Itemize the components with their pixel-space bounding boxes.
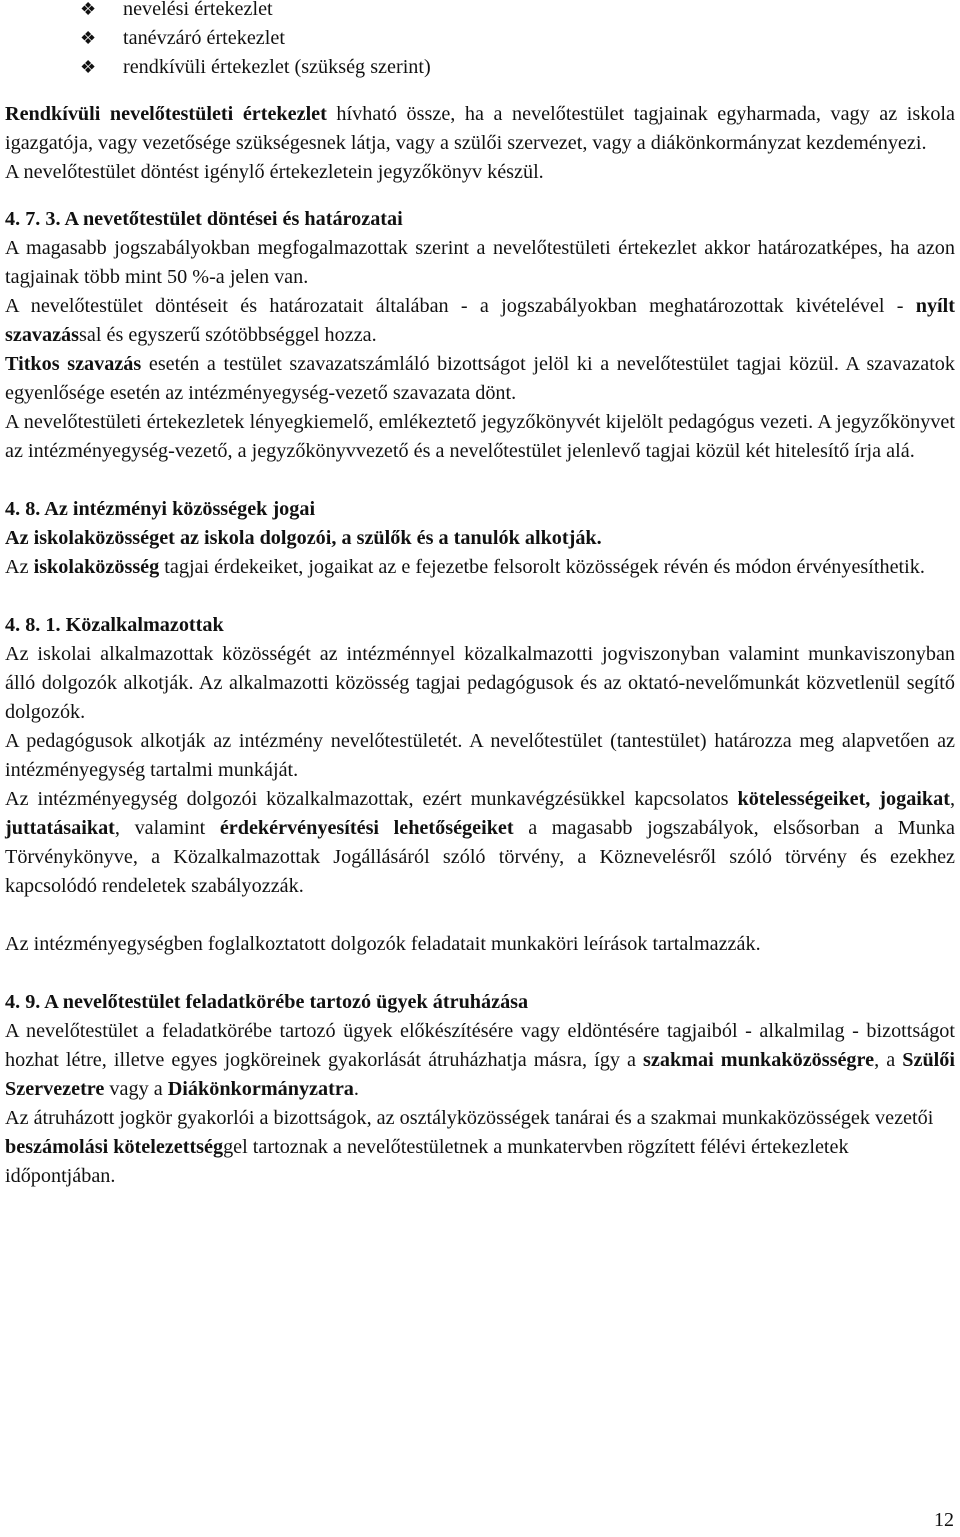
list-item-text: tanévzáró értekezlet	[123, 27, 285, 49]
paragraph-quorum: A magasabb jogszabályokban megfogalmazottak szerint a nevelőtestületi értekezlet akkor határozatképes, ha azon tagjainak több mint 50 %-a jelen van.	[5, 237, 955, 288]
list-item	[5, 0, 955, 24]
list-item-text: rendkívüli értekezlet (szükség szerint)	[123, 56, 431, 78]
bold-term: Rendkívüli nevelőtestületi értekezlet	[5, 103, 327, 125]
section-heading-4-8-1: 4. 8. 1. Közalkalmazottak	[5, 614, 224, 636]
list-item	[5, 53, 955, 82]
paragraph-minutes: A nevelőtestület döntést igénylő értekezletein jegyzőkönyv készül.	[5, 161, 544, 183]
paragraph-job-descriptions: Az intézményegységben foglalkoztatott dolgozók feladatait munkaköri leírások tartalmazzák.	[5, 933, 761, 955]
bold-term: iskolaközösség	[33, 556, 160, 578]
bold-term: Titkos szavazás	[5, 353, 142, 375]
paragraph-text: hívható össze, ha a nevelőtestület tagjainak egyharmada, vagy az iskola igazgatója, vagy vezetősége szükségesnek látja, vagy a szülői szervezet, vagy a diákönkormányzat kezdeményezi.	[5, 103, 956, 154]
bold-term: juttatásaikat	[5, 817, 115, 839]
section-heading-4-8: 4. 8. Az intézményi közösségek jogai	[5, 498, 316, 520]
diamond-fleuron-icon: ❖	[80, 0, 97, 19]
bold-term: szakmai munkaközösségre	[643, 1049, 875, 1071]
bold-term: beszámolási kötelezettség	[5, 1136, 224, 1158]
page-number: 12	[934, 1509, 954, 1531]
paragraph-secret-vote: Titkos szavazás esetén a testület szavazatszámláló bizottságot jelöl ki a nevelőtestület tagjai közül. A szavazatok egyenlősége esetén az intézményegység-vezető szavazata dönt.	[5, 353, 955, 404]
diamond-fleuron-icon: ❖	[80, 57, 97, 77]
bold-term: nyílt szavazás	[5, 295, 955, 346]
list-item-text: nevelési értekezlet	[123, 0, 273, 20]
paragraph-community-rights: Az iskolaközösség tagjai érdekeiket, jogaikat az e fejezetbe felsorolt közösségek révén és módon érvényesíthetik.	[5, 556, 925, 578]
paragraph-employee-rights: Az intézményegység dolgozói közalkalmazottak, ezért munkavégzésükkel kapcsolatos kötelességeiket, jogaikat, juttatásaikat, valamint érdekérvényesítési lehetőségeiket a magasabb jogszabályok, elsősorban a Munka Törvénykönyve, a Közalkalmazottak Jogállásáról szóló törvény, a Köznevelésről szóló törvény és ezekhez kapcsolódó rendeletek szabályozzák.	[5, 788, 955, 897]
document-page	[5, 0, 955, 1191]
paragraph-voting: A nevelőtestület döntéseit és határozatait általában - a jogszabályokban meghatározottak kivételével - nyílt szavazással és egyszerű szótöbbséggel hozza.	[5, 295, 955, 346]
meeting-types-list	[5, 0, 955, 82]
paragraph-reporting: Az átruházott jogkör gyakorlói a bizottságok, az osztályközösségek tanárai és a szakmai munkaközösségek vezetői beszámolási kötelezettséggel tartoznak a nevelőtestületnek a munkatervben rögzített félévi értekezletek időpontjában.	[5, 1107, 934, 1187]
section-heading-4-7-3: 4. 7. 3. A nevetőtestület döntései és határozatai	[5, 208, 403, 230]
diamond-fleuron-icon: ❖	[80, 28, 97, 48]
section-subheading-4-8: Az iskolaközösséget az iskola dolgozói, a szülők és a tanulók alkotják.	[5, 527, 602, 549]
paragraph-delegation: A nevelőtestület a feladatkörébe tartozó ügyek előkészítésére vagy eldöntésére tagjaiból - alkalmilag - bizottságot hozhat létre, illetve egyes jogköreinek gyakorlását átruházhatja másra, így a szakmai munkaközösségre, a Szülői Szervezetre vagy a Diákönkormányzatra.	[5, 1020, 955, 1100]
bold-term: érdekérvényesítési lehetőségeiket	[219, 817, 514, 839]
paragraph-extraordinary-meeting	[5, 100, 955, 158]
bold-term: kötelességeiket, jogaikat	[737, 788, 950, 810]
paragraph-employees: Az iskolai alkalmazottak közösségét az intézménnyel közalkalmazotti jogviszonyban valamint munkaviszonyban álló dolgozók alkotják. Az alkalmazotti közösség tagjai pedagógusok és az oktató-nevelőmunkát közvetlenül segítő dolgozók.	[5, 643, 955, 723]
section-heading-4-9: 4. 9. A nevelőtestület feladatkörébe tartozó ügyek átruházása	[5, 991, 529, 1013]
paragraph-minutes-keeping: A nevelőtestületi értekezletek lényegkiemelő, emlékeztető jegyzőkönyvét kijelölt pedagógus vezeti. A jegyzőkönyvet az intézményegység-vezető, a jegyzőkönyvvezető és a nevelőtestület jelenlevő tagjai közül két hitelesítő írja alá.	[5, 411, 955, 462]
bold-term: Szülői Szervezetre	[5, 1049, 955, 1100]
list-item	[5, 24, 955, 53]
paragraph-teachers: A pedagógusok alkotják az intézmény nevelőtestületét. A nevelőtestület (tantestület) határozza meg alapvetően az intézményegység tartalmi munkáját.	[5, 730, 955, 781]
bold-term: Diákönkormányzatra	[167, 1078, 354, 1100]
